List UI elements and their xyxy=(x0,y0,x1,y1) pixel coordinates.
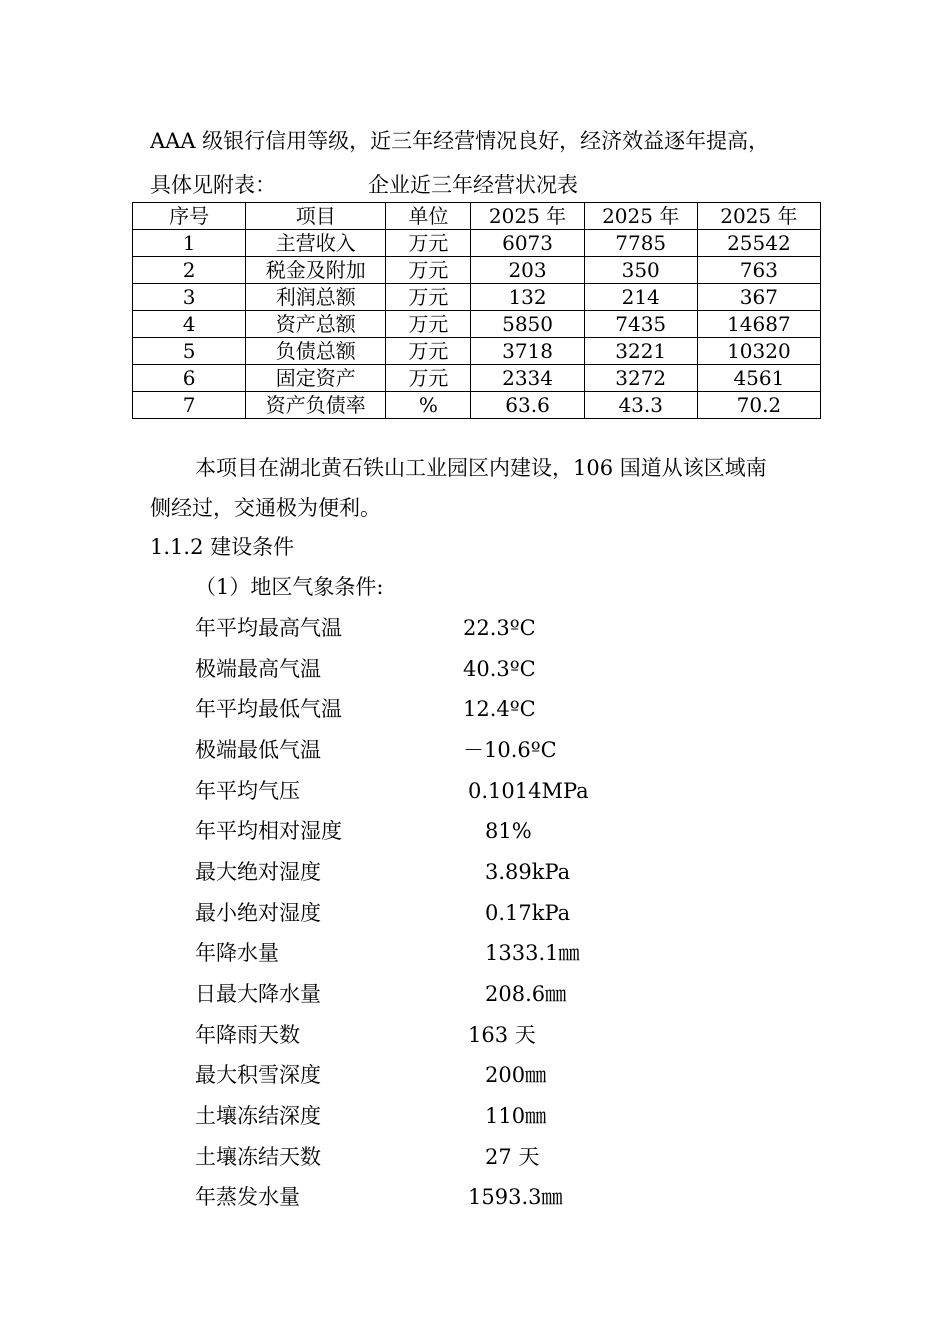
table-cell: 367 xyxy=(697,284,820,311)
table-cell: % xyxy=(386,392,471,419)
table-cell: 1 xyxy=(133,230,246,257)
climate-label: 土壤冻结深度 xyxy=(195,1104,321,1128)
climate-label: 年蒸发水量 xyxy=(195,1185,300,1209)
table-cell: 2334 xyxy=(471,365,584,392)
table-cell: 资产总额 xyxy=(246,311,386,338)
table-row xyxy=(133,392,821,419)
table-cell: 万元 xyxy=(386,311,471,338)
climate-value: 200㎜ xyxy=(485,1063,547,1087)
table-cell: 132 xyxy=(471,284,584,311)
table-row xyxy=(133,311,821,338)
climate-label: 日最大降水量 xyxy=(195,982,321,1006)
climate-value: －10.6ºC xyxy=(463,738,557,762)
table-cell: 763 xyxy=(697,257,820,284)
table-cell: 25542 xyxy=(697,230,820,257)
table-cell: 214 xyxy=(584,284,697,311)
table-cell: 资产负债率 xyxy=(246,392,386,419)
climate-label: 年平均相对湿度 xyxy=(195,819,342,843)
table-cell: 万元 xyxy=(386,338,471,365)
climate-value: 12.4ºC xyxy=(463,697,536,721)
table-cell: 7435 xyxy=(584,311,697,338)
table-row xyxy=(133,284,821,311)
header-cell: 2025 年 xyxy=(584,203,697,230)
table-header-row xyxy=(133,203,821,230)
table-cell: 4561 xyxy=(697,365,820,392)
climate-value: 81% xyxy=(485,819,532,843)
table-cell: 203 xyxy=(471,257,584,284)
climate-label: 年平均气压 xyxy=(195,779,300,803)
table-cell: 43.3 xyxy=(584,392,697,419)
climate-value: 208.6㎜ xyxy=(485,982,567,1006)
header-cell: 序号 xyxy=(133,203,246,230)
table-cell: 3272 xyxy=(584,365,697,392)
climate-label: 土壤冻结天数 xyxy=(195,1145,321,1169)
table-cell: 70.2 xyxy=(697,392,820,419)
climate-label: 最小绝对湿度 xyxy=(195,901,321,925)
climate-value: 27 天 xyxy=(485,1145,540,1169)
table-cell: 6 xyxy=(133,365,246,392)
climate-subheading: （1）地区气象条件: xyxy=(195,575,384,599)
table-cell: 2 xyxy=(133,257,246,284)
table-row xyxy=(133,230,821,257)
climate-label: 年降雨天数 xyxy=(195,1023,300,1047)
climate-label: 最大绝对湿度 xyxy=(195,860,321,884)
table-cell: 万元 xyxy=(386,365,471,392)
table-cell: 14687 xyxy=(697,311,820,338)
table-cell: 5 xyxy=(133,338,246,365)
table-cell: 3718 xyxy=(471,338,584,365)
table-cell: 3 xyxy=(133,284,246,311)
climate-value: 22.3ºC xyxy=(463,616,536,640)
table-cell: 10320 xyxy=(697,338,820,365)
table-cell: 利润总额 xyxy=(246,284,386,311)
table-row xyxy=(133,257,821,284)
climate-value: 1593.3㎜ xyxy=(468,1185,563,1209)
table-cell: 4 xyxy=(133,311,246,338)
climate-label: 年平均最低气温 xyxy=(195,697,342,721)
table-cell: 万元 xyxy=(386,230,471,257)
climate-label: 年降水量 xyxy=(195,941,279,965)
table-title: 企业近三年经营状况表 xyxy=(368,173,578,197)
climate-label: 极端最高气温 xyxy=(195,657,321,681)
climate-value: 1333.1㎜ xyxy=(485,941,580,965)
table-cell: 万元 xyxy=(386,284,471,311)
section-heading: 1.1.2 建设条件 xyxy=(150,535,295,559)
table-cell: 350 xyxy=(584,257,697,284)
header-cell: 单位 xyxy=(386,203,471,230)
climate-label: 极端最低气温 xyxy=(195,738,321,762)
climate-value: 40.3ºC xyxy=(463,657,536,681)
climate-value: 0.1014MPa xyxy=(468,779,589,803)
header-cell: 项目 xyxy=(246,203,386,230)
intro-line-1: AAA 级银行信用等级，近三年经营情况良好，经济效益逐年提高， xyxy=(150,129,770,153)
climate-value: 163 天 xyxy=(468,1023,536,1047)
table-cell: 7785 xyxy=(584,230,697,257)
table-cell: 万元 xyxy=(386,257,471,284)
climate-label: 最大积雪深度 xyxy=(195,1063,321,1087)
table-cell: 负债总额 xyxy=(246,338,386,365)
header-cell: 2025 年 xyxy=(697,203,820,230)
location-line-2: 侧经过，交通极为便利。 xyxy=(150,496,381,520)
operations-table xyxy=(132,202,821,419)
location-line-1: 本项目在湖北黄石铁山工业园区内建设，106 国道从该区域南 xyxy=(195,456,767,480)
header-cell: 2025 年 xyxy=(471,203,584,230)
table-cell: 固定资产 xyxy=(246,365,386,392)
table-cell: 主营收入 xyxy=(246,230,386,257)
table-cell: 7 xyxy=(133,392,246,419)
intro-line-2-prefix: 具体见附表： xyxy=(150,173,276,197)
table-row xyxy=(133,338,821,365)
table-cell: 63.6 xyxy=(471,392,584,419)
climate-value: 0.17kPa xyxy=(485,901,571,925)
climate-value: 3.89kPa xyxy=(485,860,571,884)
table-row xyxy=(133,365,821,392)
table-cell: 6073 xyxy=(471,230,584,257)
table-cell: 3221 xyxy=(584,338,697,365)
table-cell: 税金及附加 xyxy=(246,257,386,284)
climate-value: 110㎜ xyxy=(485,1104,547,1128)
table-cell: 5850 xyxy=(471,311,584,338)
climate-label: 年平均最高气温 xyxy=(195,616,342,640)
